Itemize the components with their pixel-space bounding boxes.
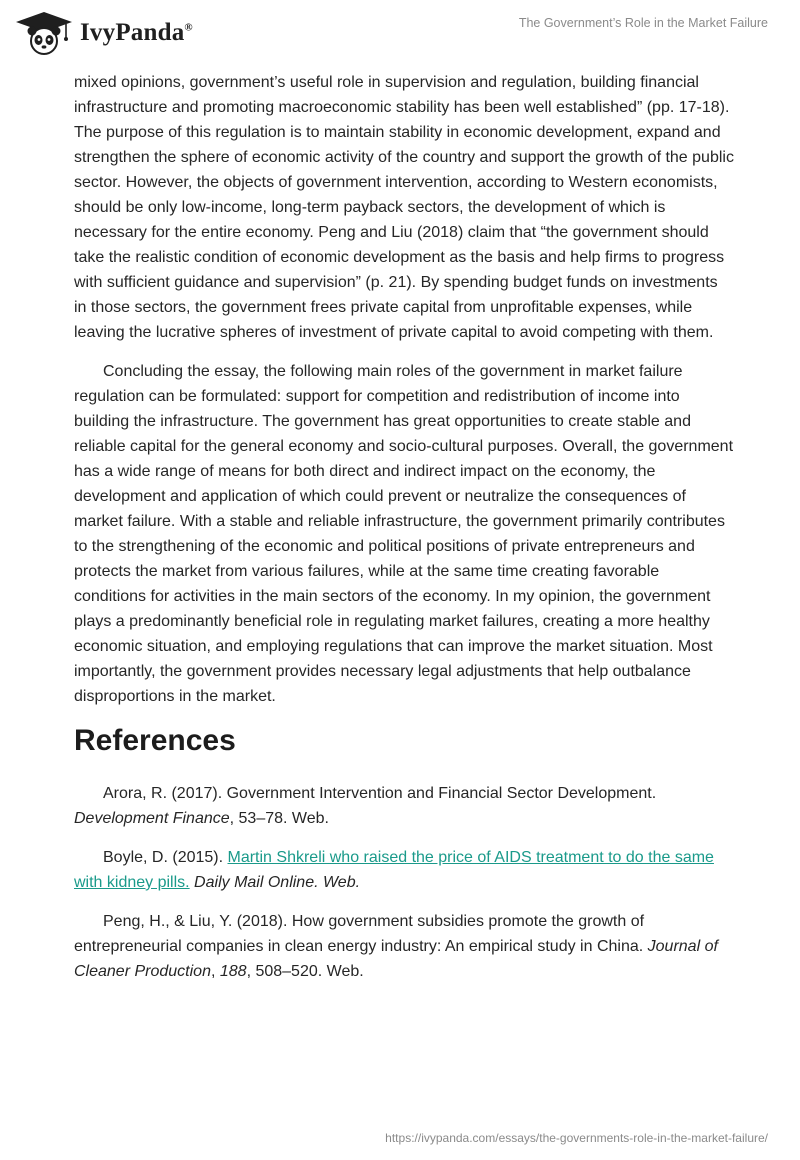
footer-url[interactable]: https://ivypanda.com/essays/the-governments-role-in-the-market-failure/ <box>385 1131 768 1145</box>
running-title: The Government’s Role in the Market Failure <box>518 16 768 30</box>
essay-content <box>74 70 734 998</box>
reference-item: Boyle, D. (2015). Martin Shkreli who raised the price of AIDS treatment to do the same with kidney pills. Daily Mail Online. Web. <box>74 849 714 891</box>
reference-item: Peng, H., & Liu, Y. (2018). How government subsidies promote the growth of entrepreneurial companies in clean energy industry: An empirical study in China. Journal of Cleaner Production, 188, 508–520. Web. <box>74 913 718 980</box>
brand-logo[interactable] <box>14 10 193 56</box>
page-header <box>0 0 800 64</box>
references-heading: References <box>74 724 236 757</box>
reference-link[interactable]: Martin Shkreli who raised the price of AIDS treatment to do the same with kidney pills. <box>74 849 714 891</box>
reference-item: Arora, R. (2017). Government Intervention and Financial Sector Development. Development Finance, 53–78. Web. <box>74 785 657 827</box>
body-paragraph-2: Concluding the essay, the following main roles of the government in market failure regulation can be formulated: support for competition and redistribution of income into building the infrastructure. The government has great opportunities to create stable and reliable capital for the general economy and socio-cultural purposes. Overall, the government has a wide range of means for both direct and indirect impact on the economy, the development and application of which could prevent or neutralize the consequences of market failure. With a stable and reliable infrastructure, the government primarily contributes to the strengthening of the economic and political positions of private entrepreneurs and protects the market from various failures, while at the same time creating favorable conditions for activities in the main sectors of the economy. In my opinion, the government plays a predominantly beneficial role in regulating market failures, creating a more healthy economic situation, and employing regulations that can improve the market situation. Most importantly, the government provides necessary legal adjustments that help outbalance disproportions in the market. <box>74 363 734 705</box>
body-paragraph-1: mixed opinions, government’s useful role in supervision and regulation, building financial infrastructure and promoting macroeconomic stability has been well established” (pp. 17-18). The purpose of this regulation is to maintain stability in economic development, expand and strengthen the sphere of economic activity of the country and support the growth of the public sector. However, the objects of government intervention, according to Western economists, should be only low-income, long-term payback sectors, the development of which is necessary for the entire economy. Peng and Liu (2018) claim that “the government should take the realistic condition of economic development as the basis and help firms to progress with sufficient guidance and supervision” (p. 21). By spending budget funds on investments in those sectors, the government frees private capital from unprofitable expenses, while leaving the lucrative spheres of investment of private capital to avoid competing with them. <box>74 74 734 341</box>
brand-name: IvyPanda® <box>80 19 193 46</box>
panda-graduate-icon <box>14 10 74 56</box>
